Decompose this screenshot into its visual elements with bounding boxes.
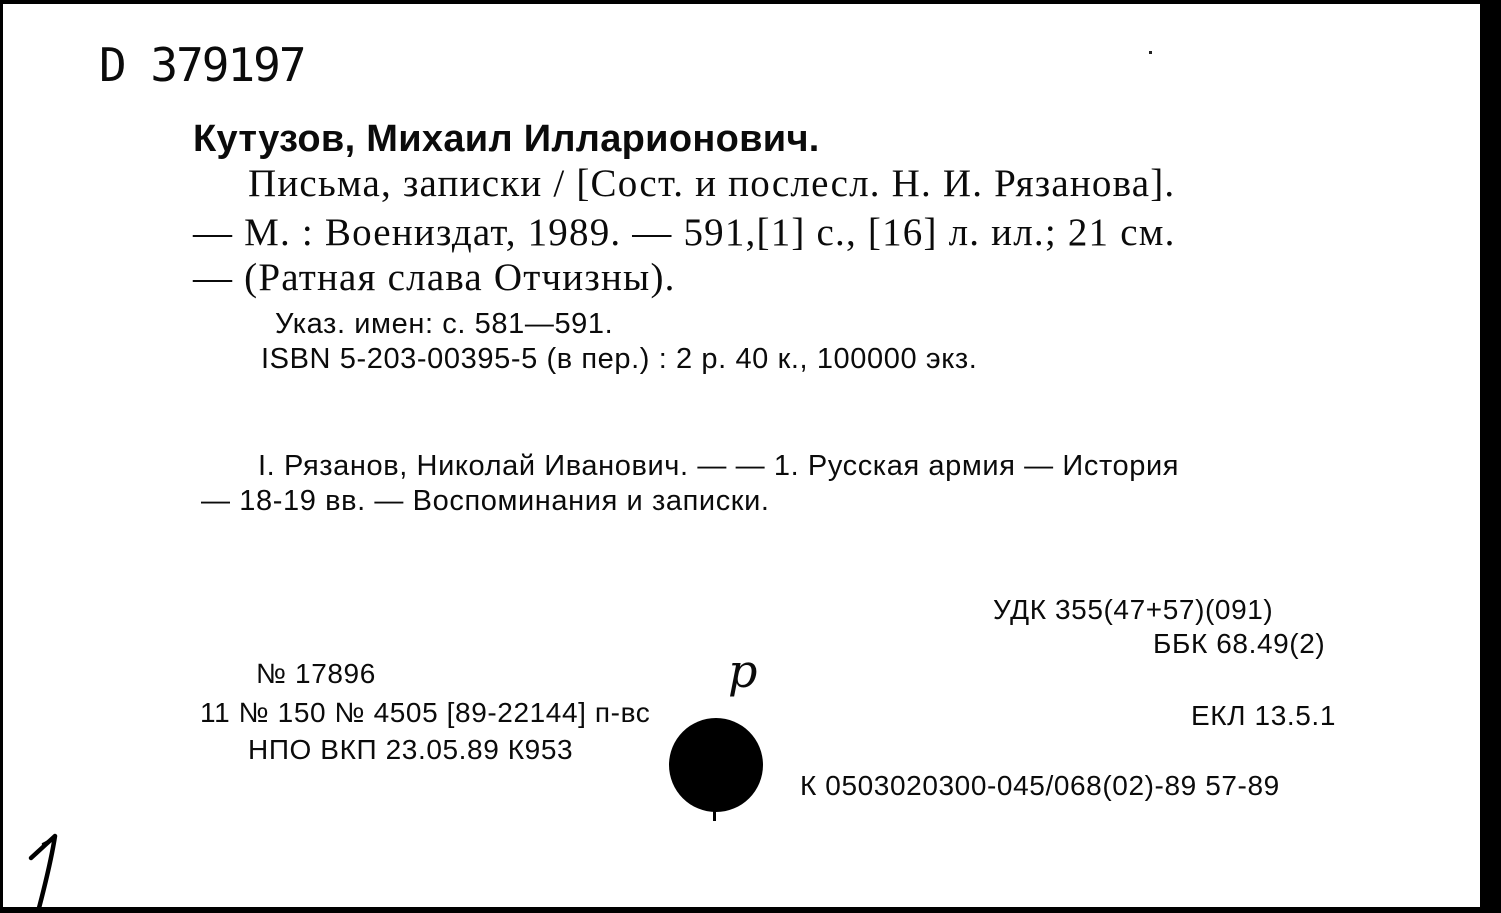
author-heading: Кутузов, Михаил Илларионович. xyxy=(193,118,820,160)
catalog-card xyxy=(3,4,1489,907)
punched-hole-tail xyxy=(713,809,716,821)
k-code: К 0503020300-045/068(02)-89 57-89 xyxy=(800,770,1280,801)
shelfmark: D 379197 xyxy=(99,38,305,92)
print-number: № 17896 xyxy=(256,658,376,689)
dust-speck xyxy=(1149,51,1152,54)
isbn-note: ISBN 5-203-00395-5 (в пер.) : 2 р. 40 к., 100000 экз. xyxy=(261,343,978,375)
ekl-code: ЕКЛ 13.5.1 xyxy=(1191,700,1336,731)
bbk-code: ББК 68.49(2) xyxy=(1153,628,1326,659)
imprint-line: — М. : Воениздат, 1989. — 591,[1] с., [16] л. ил.; 21 см. xyxy=(193,211,1176,254)
subject-line-2: — 18-19 вв. — Воспоминания и записки. xyxy=(201,485,770,517)
title-line: Письма, записки / [Сост. и послесл. Н. И. Рязанова]. xyxy=(248,162,1176,205)
series-line: — (Ратная слава Отчизны). xyxy=(193,256,676,299)
index-note: Указ. имен: с. 581—591. xyxy=(275,308,614,340)
printer-info: НПО ВКП 23.05.89 К953 xyxy=(248,734,574,765)
subject-line-1: I. Рязанов, Николай Иванович. — — 1. Русская армия — История xyxy=(258,450,1180,482)
print-order: 11 № 150 № 4505 [89-22144] п-вс xyxy=(200,697,651,728)
udk-code: УДК 355(47+57)(091) xyxy=(993,594,1274,625)
handwritten-letter: р xyxy=(728,644,758,698)
handwritten-number-one xyxy=(25,832,75,907)
punched-hole-mark xyxy=(669,718,763,812)
